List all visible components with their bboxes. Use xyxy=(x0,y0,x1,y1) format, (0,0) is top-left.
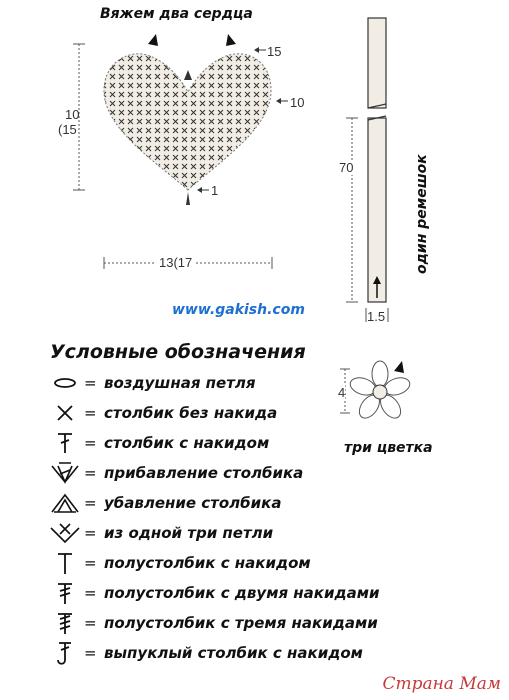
center-marker xyxy=(184,70,192,80)
half-double-crochet-icon xyxy=(46,550,84,576)
legend-item: = прибавление столбика xyxy=(46,458,426,488)
legend-item: = столбик с накидом xyxy=(46,428,426,458)
three-from-one-icon xyxy=(46,520,84,546)
start-marker-left xyxy=(148,34,158,46)
row-label-mid: 10 xyxy=(290,95,305,110)
heart-height-label: 10 xyxy=(65,107,80,122)
legend-item: = выпуклый столбик с накидом xyxy=(46,638,426,668)
double-crochet-icon xyxy=(46,430,84,456)
heart-stitch-grid xyxy=(95,40,280,200)
decrease-icon xyxy=(46,490,84,516)
legend xyxy=(46,368,426,668)
strap-width-label: 1.5 xyxy=(367,309,386,324)
single-crochet-icon xyxy=(46,400,84,426)
site-link[interactable]: www.gakish.com xyxy=(172,302,305,318)
half-three-yarn-over-icon xyxy=(46,610,84,636)
half-two-yarn-over-icon xyxy=(46,580,84,606)
diagram-heading: Вяжем два сердца xyxy=(100,6,253,22)
heart-width-label: 13(17 xyxy=(156,255,195,270)
increase-icon xyxy=(46,460,84,486)
strap-caption: один ремешок xyxy=(414,154,430,274)
heart-height-label-alt: (15 xyxy=(58,122,77,137)
watermark-logo: Страна Мам xyxy=(382,674,501,694)
row-label-top: 15 xyxy=(267,44,282,59)
strap-caption-wrap xyxy=(410,150,450,280)
legend-item: = столбик без накида xyxy=(46,398,426,428)
legend-item: = воздушная петля xyxy=(46,368,426,398)
legend-title: Условные обозначения xyxy=(50,341,306,363)
chain-stitch-icon xyxy=(46,370,84,396)
legend-item: = из одной три петли xyxy=(46,518,426,548)
raised-double-crochet-icon xyxy=(46,640,84,666)
bottom-marker xyxy=(186,192,190,205)
legend-item: = полустолбик с накидом xyxy=(46,548,426,578)
flower-size-label: 4 xyxy=(338,385,346,400)
legend-item: = полустолбик с тремя накидами xyxy=(46,608,426,638)
legend-item: = убавление столбика xyxy=(46,488,426,518)
row-label-bottom: 1 xyxy=(211,183,219,198)
heart-chart xyxy=(0,0,300,280)
strap-length-label: 70 xyxy=(339,160,354,175)
start-marker-right xyxy=(226,34,236,46)
legend-item: = полустолбик с двумя накидами xyxy=(46,578,426,608)
flower-caption: три цветка xyxy=(344,440,433,456)
